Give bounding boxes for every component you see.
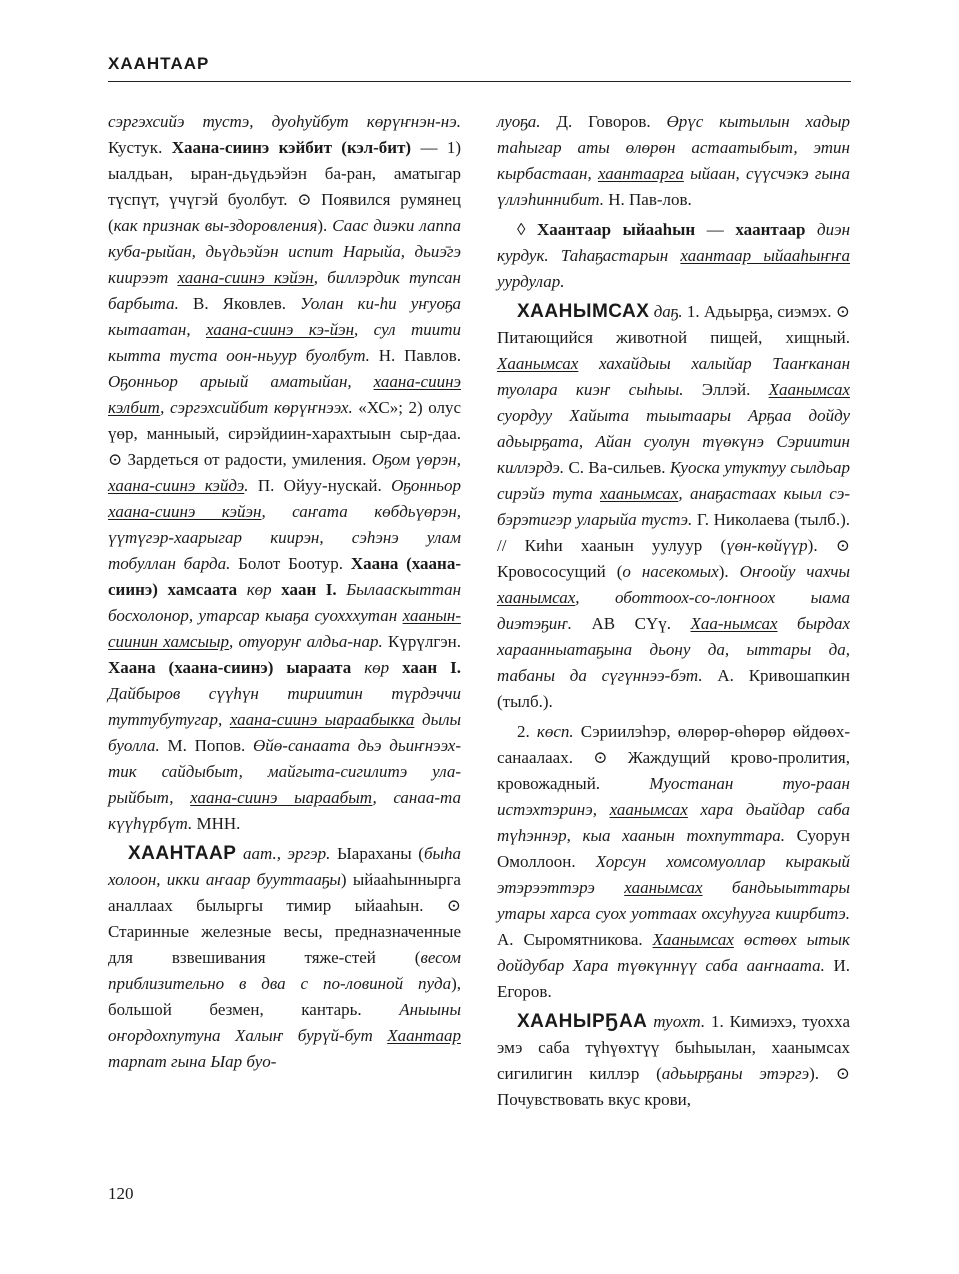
left-column [108,109,461,1079]
header-rule [108,81,851,82]
entry-haanyrgaa: ХААНЫРҔАА туохт. 1. Кимиэхэ, туохха эмэ саба түһүөхтүү быһыылан, хаанымсах сигилигин киллэр (адьырҕаны этэргэ). ⊙ Почувствовать вкус крови, [497,1011,850,1109]
running-head: ХААНТААР [108,54,210,73]
entry-haantaar: ХААНТААР аат., эргэр. Ыараханы (быһа холоон, икки аҥаар бууттааҕы) ыйааһыннырга аналлаах былыргы тимир ыйааһын. ⊙ Старинные железные весы, предназначенные для взвешивания тяже-стей (весом приблизительно в два с по-ловиной пуда), большой безмен, кантарь. Аныыны оҥордохпутуна Халыҥ бурүй-бут Хаантаар тарпат гына Ыар буо- [108,843,462,1071]
page-number: 120 [108,1184,134,1203]
entry-haanymsakh-sense-2: 2. көсп. Сэриилэһэр, өлөрөр-өһөрөр өйдөөх-санаалаах. ⊙ Жаждущий крово-пролития, кровожадный. Муостанан туо-раан истэхтэринэ, хаанымсах хара дьайдар саба түһэннэр, кыа хаанын тохпуттара. Суорун Омоллоон. Хорсун хомсомуоллар кыракый этэрээттэрэ хаанымсах бандьыыттары утары харса суох уоттаах охсуһууга киирбитэ. А. Сыромятникова. Хаанымсах өстөөх ытык дойдубар Хара түөкүннүү саба ааҥнаата. И. Егоров. [497,722,851,1001]
right-column [497,109,850,1117]
entry-text: луоҕа. Д. Говоров. Өрүс кытылын хадыр таһыгар аты өлөрөн астаатыбыт, этин кырбастаан, хаантаарга ыйаан, сүүсчэкэ гына үллэһиннибит. Н. Пав-лов. [497,112,850,209]
entry-text: сэргэхсийэ тустэ, дуоһуйбут көрүҥнэн-нэ. Кустук. Хаана-сиинэ кэйбит (кэл-бит) — 1) ыалдьан, ыран-дьүдьэйэн ба-ран, аматыгар түспүт, үчүгэй буолбут. ⊙ Появился румянец (как признак вы-здоровления). Саас диэки лаппа куба-рыйан, дьүдьэйэн испит Нарыйа, дьиэ̄гэ киирээт хаана-сиинэ кэйэн, биллэрдик тупсан барбыта. В. Яковлев. Уолан ки-һи уҥуоҕа кытаатан, хаана-сиинэ кэ-йэн, сул тиити кытта туста оон-ньуур буолбут. Н. Павлов. Оҕонньор арыый аматыйан, хаана-сиинэ кэлбит, сэргэхсийбит көрүҥнээх. «ХС»; 2) олус үөр, манныый, сирэйдиин-харахтыын сыр-даа. ⊙ Зардеться от радости, умиления. Оҕом үөрэн, хаана-сиинэ кэйдэ. П. Ойуу-нускай. Оҕонньор хаана-сиинэ кэйэн, саҥата көбдьүөрэн, үүтүгэр-хаарыгар киирэн, сэһэнэ улам тобуллан барда. Болот Боотур. Хаана (хаана-сиинэ) хамсаата көр хаан I. Былааскыттан босхолонор, утарсар кыаҕа суохххутан хаанын-сиинин хамсыыр, отуоруҥ алдьа-нар. Күрүлгэн. Хаана (хаана-сиинэ) ыараата көр хаан I. Дайбыров сүүһүн тириитин түрдэччи туттубутугар, хаана-сиинэ ыараабыкка дылы буолла. М. Попов. Өйө-санаата дьэ дьиҥнээх-тик сайдыбыт, майгыта-сигилитэ ула-рыйбыт, хаана-сиинэ ыараабыт, санаа-та күүһүрбүт. МНН. [108,112,462,833]
entry-haanymsakh: ХААНЫМСАХ даҕ. 1. Адьырҕа, сиэмэх. ⊙ Питающийся животной пищей, хищный. Хаанымсах хахайдыы халыйар Тааҥканан туолара киэҥ сыһыы. Эллэй. Хаанымсах суордуу Хайыта тыытаары Арҕаа дойду адьырҕата, Айан суолун түөкүнэ Сэриитин киллэрдэ. С. Ва-сильев. Куоска утуктуу сылдьар сирэйэ тута хаанымсах, анаҕастаах кыыл сэ-бэрэтигэр уларыйа тустэ. Г. Николаева (тылб.). // Киһи хаанын уулуур (үөн-көйүүр). ⊙ Кровососущий (о насекомых). Оҥоойу чахчы хаанымсах, оботтоох-со-лоҥноох ыама диэтэҕиҥ. АВ СҮү. Хаа-нымсах бырдах хараанныатаҕына дьону да, ыттары да, табаны да сүгүннээ-бэт. А. Кривошапкин (тылб.). [497,301,851,711]
entry-haantaar-yiaahyn: ◊ Хаантаар ыйааһын — хаантаар диэн курдук. Таһаҕастарын хаантаар ыйааһыҥҥа уурдулар. [497,220,851,291]
